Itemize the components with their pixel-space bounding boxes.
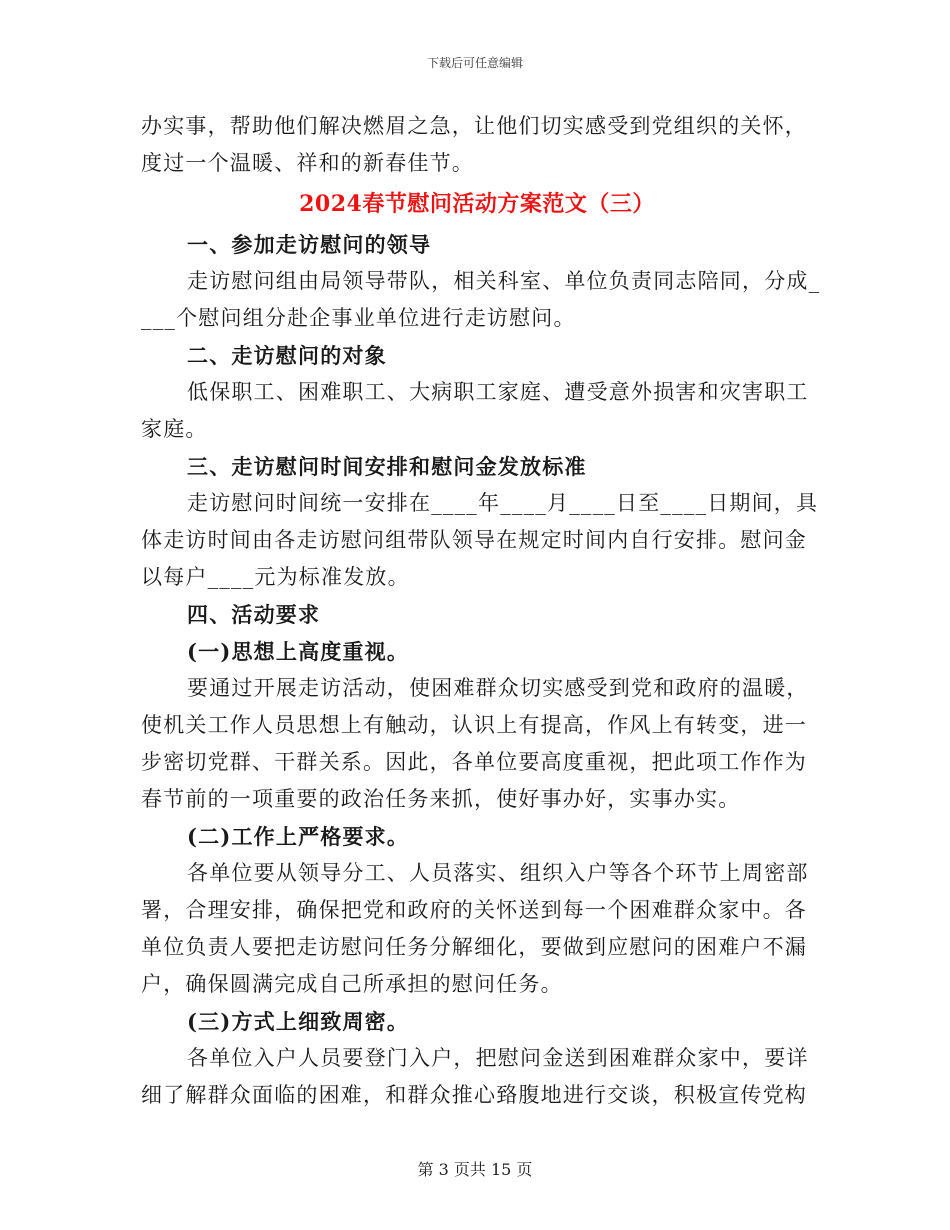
subsection-heading: (三)方式上细致周密。 bbox=[187, 1009, 410, 1034]
paragraph-line: 以每户____元为标准发放。 bbox=[141, 565, 410, 589]
paragraph-line: 走访慰问时间统一安排在____年____月____日至____日期间，具 bbox=[187, 491, 819, 515]
paragraph-line: 署，合理安排，确保把党和政府的关怀送到每一个困难群众家中。各 bbox=[141, 898, 807, 922]
section-heading: 四、活动要求 bbox=[187, 602, 321, 627]
paragraph-line: 走访慰问组由局领导带队，相关科室、单位负责同志陪同，分成_ bbox=[187, 269, 821, 293]
paragraph-line: 低保职工、困难职工、大病职工家庭、遭受意外损害和灾害职工 bbox=[187, 380, 809, 404]
header-note: 下载后可任意编辑 bbox=[426, 56, 523, 70]
paragraph-line: 单位负责人要把走访慰问任务分解细化，要做到应慰问的困难户不漏 bbox=[141, 935, 807, 959]
paragraph-line: ___个慰问组分赴企事业单位进行走访慰问。 bbox=[141, 306, 576, 330]
section-heading: 二、走访慰问的对象 bbox=[187, 343, 387, 368]
section-heading: 三、走访慰问时间安排和慰问金发放标准 bbox=[187, 454, 587, 479]
intro-line: 度过一个温暖、祥和的新春佳节。 bbox=[141, 151, 474, 175]
paragraph-line: 体走访时间由各走访慰问组带队领导在规定时间内自行安排。慰问金 bbox=[141, 528, 807, 552]
paragraph-line: 各单位入户人员要登门入户，把慰问金送到困难群众家中，要详 bbox=[187, 1046, 809, 1070]
document-body bbox=[141, 108, 821, 1114]
paragraph-line: 要通过开展走访活动，使困难群众切实感受到党和政府的温暖， bbox=[187, 676, 809, 700]
section-heading: 一、参加走访慰问的领导 bbox=[187, 232, 432, 257]
paragraph-line: 家庭。 bbox=[141, 417, 208, 441]
paragraph-line: 细了解群众面临的困难，和群众推心臵腹地进行交谈，积极宣传党构 bbox=[141, 1083, 807, 1107]
paragraph-line: 户，确保圆满完成自己所承担的慰问任务。 bbox=[141, 972, 563, 996]
intro-line: 办实事，帮助他们解决燃眉之急，让他们切实感受到党组织的关怀， bbox=[141, 114, 807, 138]
paragraph-line: 使机关工作人员思想上有触动，认识上有提高，作风上有转变，进一 bbox=[141, 713, 807, 737]
paragraph-line: 春节前的一项重要的政治任务来抓，使好事办好，实事办实。 bbox=[141, 787, 741, 811]
subsection-heading: (一)思想上高度重视。 bbox=[187, 639, 410, 664]
page-footer: 第 3 页共 15 页 bbox=[417, 1160, 533, 1179]
document-title: 2024春节慰问活动方案范文（三） bbox=[299, 191, 655, 217]
subsection-heading: (二)工作上严格要求。 bbox=[187, 824, 410, 849]
paragraph-line: 步密切党群、干群关系。因此，各单位要高度重视，把此项工作作为 bbox=[141, 750, 807, 774]
paragraph-line: 各单位要从领导分工、人员落实、组织入户等各个环节上周密部 bbox=[187, 861, 809, 885]
